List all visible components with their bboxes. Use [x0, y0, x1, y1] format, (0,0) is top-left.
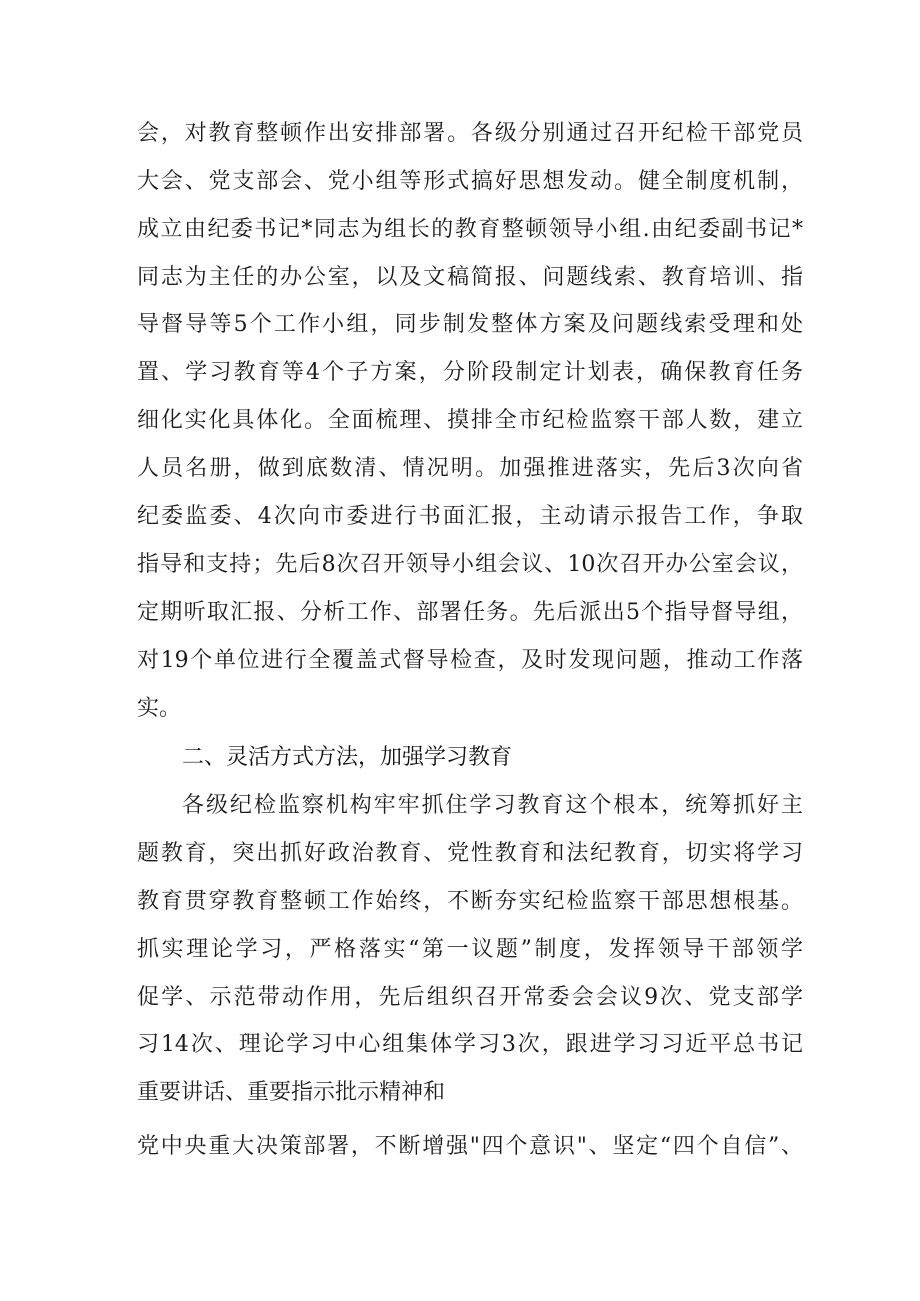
paragraph1-line-7: 细化实化具体化。全面梳理、摸排全市纪检监察干部人数，建立 [137, 408, 803, 433]
section2-line-2: 题教育，突出抓好政治教育、党性教育和法纪教育，切实将学习 [137, 841, 803, 866]
paragraph1-line-3: 成立由纪委书记*同志为组长的教育整顿领导小组.由纪委副书记* [137, 217, 803, 242]
section2-line-5: 促学、示范带动作用，先后组织召开常委会会议9次、党支部学 [137, 985, 803, 1010]
paragraph1-line-2: 大会、党支部会、党小组等形式搞好思想发动。健全制度机制， [137, 169, 803, 194]
paragraph1-line-5: 导督导等5个工作小组，同步制发整体方案及问题线索受理和处 [137, 312, 803, 337]
paragraph1-line-12: 对19个单位进行全覆盖式督导检查，及时发现问题，推动工作落 [137, 648, 803, 673]
paragraph1-line-9: 纪委监委、4次向市委进行书面汇报，主动请示报告工作，争取 [137, 504, 803, 529]
paragraph1-line-11: 定期听取汇报、分析工作、部署任务。先后派出5个指导督导组， [137, 600, 803, 625]
section2-line-8: 党中央重大决策部署，不断增强"四个意识"、坚定“四个自信”、 [137, 1134, 803, 1159]
section2-line-6: 习14次、理论学习中心组集体学习3次，跟进学习习近平总书记 [137, 1032, 803, 1057]
paragraph1-line-6: 置、学习教育等4个子方案，分阶段制定计划表，确保教育任务 [137, 360, 803, 385]
section2-line-7: 重要讲话、重要指示批示精神和 [137, 1080, 446, 1105]
paragraph1-line-13: 实。 [137, 696, 182, 721]
paragraph1-line-10: 指导和支持；先后8次召开领导小组会议、10次召开办公室会议， [137, 552, 803, 577]
paragraph1-line-8: 人员名册，做到底数清、情况明。加强推进落实，先后3次向省 [137, 456, 803, 481]
section2-line-4: 抓实理论学习，严格落实“第一议题”制度，发挥领导干部领学 [137, 937, 803, 962]
section2-line-3: 教育贯穿教育整顿工作始终，不断夯实纪检监察干部思想根基。 [137, 889, 803, 914]
paragraph1-line-1: 会，对教育整顿作出安排部署。各级分别通过召开纪检干部党员 [137, 121, 803, 146]
section2-line-1: 各级纪检监察机构牢牢抓住学习教育这个根本，统筹抓好主 [182, 793, 803, 818]
section2-heading: 二、灵活方式方法，加强学习教育 [182, 745, 513, 770]
paragraph1-line-4: 同志为主任的办公室，以及文稿简报、问题线索、教育培训、指 [137, 265, 803, 290]
